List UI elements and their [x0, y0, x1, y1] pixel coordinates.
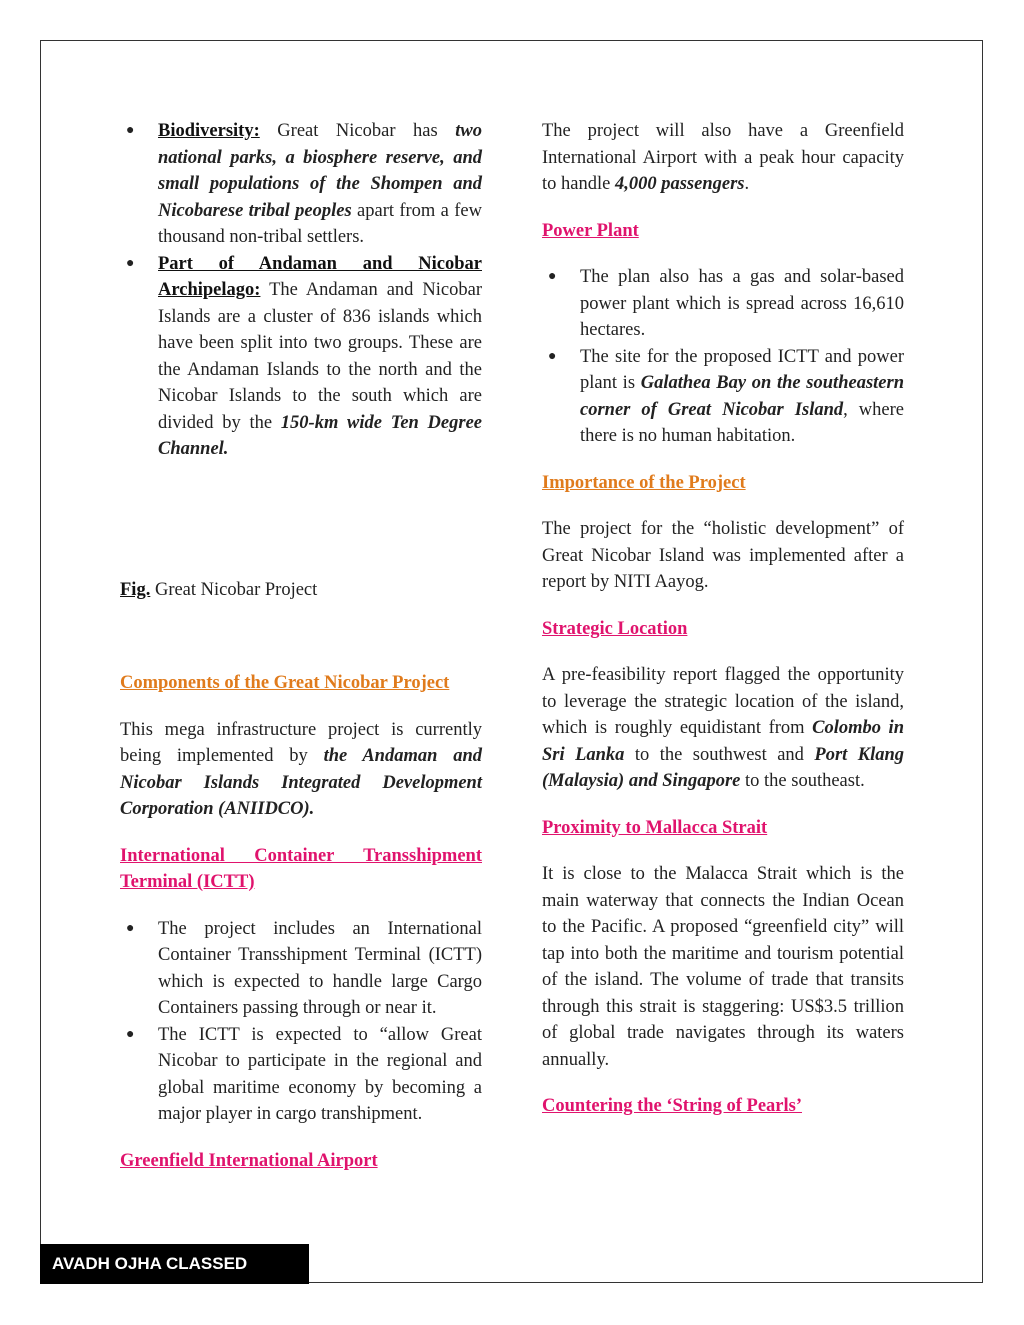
strategic-emphasis-colombo: Colombo in Sri Lanka — [542, 718, 904, 765]
components-heading: Components of the Great Nicobar Project — [120, 673, 450, 693]
bullet-icon: ● — [126, 255, 135, 271]
components-paragraph — [120, 717, 482, 823]
ictt-bullet-1-text: The project includes an International Container Transshipment Terminal (ICTT) which is expected to handle large Cargo Containers passing through or near it. — [158, 918, 482, 1018]
ictt-bullet-2-text: The ICTT is expected to “allow Great Nicobar to participate in the regional and global maritime economy by becoming a major player in cargo transhipment. — [158, 1024, 482, 1124]
ictt-heading: International Container Transshipment Terminal (ICTT) — [120, 845, 482, 892]
airport-text-end: . — [744, 174, 750, 194]
biodiversity-bullet — [120, 118, 482, 251]
importance-heading: Importance of the Project — [542, 472, 746, 493]
power-plant-heading: Power Plant — [542, 220, 639, 241]
left-column — [120, 118, 482, 1174]
power-bullet-1 — [542, 264, 904, 344]
strategic-text-mid: to the southwest and — [624, 744, 815, 765]
archipelago-label: Part of Andaman and Nicobar Archipelago: — [158, 253, 482, 300]
figure-title: Great Nicobar Project — [150, 579, 318, 600]
malacca-paragraph: It is close to the Malacca Strait which is the main waterway that connects the Indian Ocean to the Pacific. A proposed “greenfield city” will tap into both the maritime and tourism potential of the island. The volume of trade that transits through this strait is staggering: US$3.5 trillion of global trade navigates through its waters annually. — [542, 864, 904, 1070]
power-bullet-2 — [542, 344, 904, 450]
biodiversity-emphasis: two national parks, a biosphere reserve, and small populations of the Shompen and Nicobarese tribal peoples — [158, 121, 482, 221]
airport-text: The project will also have a Greenfield International Airport with a peak hour capacity to handle — [542, 121, 904, 194]
malacca-heading: Proximity to Mallacca Strait — [542, 817, 768, 838]
power-bullet-1-text: The plan also has a gas and solar-based power plant which is spread across 16,610 hectares. — [580, 267, 904, 340]
ictt-bullet-list — [120, 916, 482, 1128]
power-bullet-2-text-end: , where there is no human habitation. — [580, 399, 904, 446]
footer-brand-label: AVADH OJHA CLASSED — [40, 1244, 309, 1284]
bullet-icon: ● — [126, 1026, 135, 1042]
biodiversity-text-end: apart from a few thousand non-tribal settlers. — [158, 200, 482, 247]
power-bullet-list — [542, 264, 904, 450]
ictt-bullet-1 — [120, 916, 482, 1022]
right-column — [542, 118, 904, 1120]
components-emphasis: the Andaman and Nicobar Islands Integrated Development Corporation (ANIIDCO). — [120, 746, 482, 819]
strategic-text-end: to the southeast. — [740, 771, 865, 791]
bullet-icon: ● — [548, 269, 557, 284]
importance-paragraph: The project for the “holistic development” of Great Nicobar Island was implemented after a report by NITI Aayog. — [542, 519, 904, 592]
archipelago-text: The Andaman and Nicobar Islands are a cluster of 836 islands which have been split into two groups. These are the Andaman Islands to the north and the Nicobar Islands to the south which are divided by the — [158, 280, 482, 433]
bullet-icon: ● — [548, 348, 557, 364]
components-text: This mega infrastructure project is currently being implemented by — [120, 719, 482, 766]
strategic-location-heading: Strategic Location — [542, 618, 688, 639]
figure-label: Fig. — [120, 579, 151, 600]
bullet-icon: ● — [126, 920, 135, 936]
airport-emphasis: 4,000 passengers — [614, 174, 745, 194]
airport-paragraph — [542, 118, 904, 198]
ictt-bullet-2 — [120, 1022, 482, 1128]
biodiversity-label: Biodiversity: — [158, 121, 260, 141]
strategic-paragraph — [542, 662, 904, 795]
strategic-emphasis-singapore: Port Klang (Malaysia) and Singapore — [542, 744, 904, 791]
bullet-icon: ● — [126, 123, 135, 138]
intro-bullet-list — [120, 118, 482, 463]
archipelago-emphasis: 150-km wide Ten Degree Channel. — [158, 412, 482, 459]
power-bullet-2-text: The site for the proposed ICTT and power plant is — [580, 346, 904, 393]
figure-caption — [120, 577, 482, 604]
airport-heading: Greenfield International Airport — [120, 1150, 378, 1171]
strategic-text: A pre-feasibility report flagged the opportunity to leverage the strategic location of the island, which is roughly equidistant from — [542, 665, 904, 738]
power-bullet-2-emphasis: Galathea Bay on the southeastern corner of Great Nicobar Island — [580, 373, 904, 420]
archipelago-bullet — [120, 251, 482, 463]
string-of-pearls-heading: Countering the ‘String of Pearls’ — [542, 1096, 802, 1116]
biodiversity-text: Great Nicobar has — [259, 121, 456, 141]
